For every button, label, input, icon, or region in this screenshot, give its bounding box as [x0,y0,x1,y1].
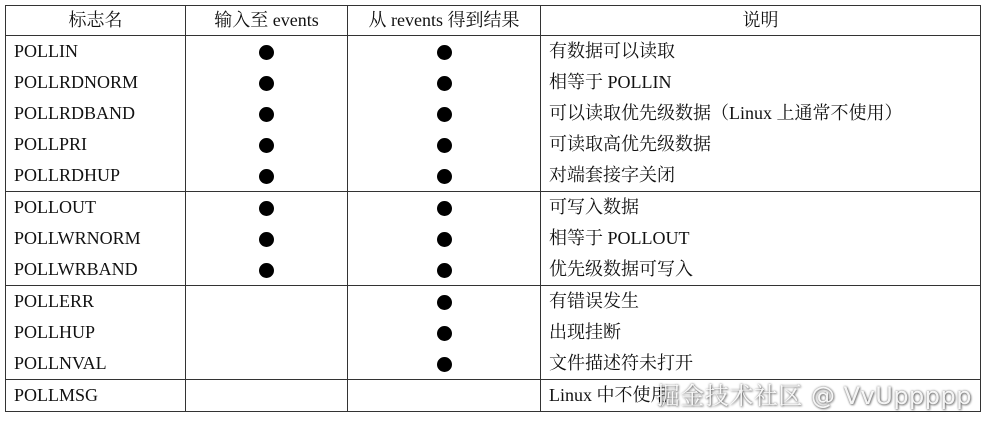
input-events-cell [186,98,348,129]
from-revents-cell [348,160,541,192]
input-events-cell [186,223,348,254]
from-revents-cell [348,223,541,254]
input-events-cell [186,286,348,318]
description-cell: 可写入数据 [541,192,981,224]
header-flag-name: 标志名 [6,6,186,36]
table-header [6,6,981,36]
table-row [6,192,981,224]
description-cell: 优先级数据可写入 [541,254,981,286]
filled-circle-icon [437,138,452,153]
filled-circle-icon [259,232,274,247]
flag-name-cell: POLLNVAL [6,348,186,380]
from-revents-cell [348,317,541,348]
from-revents-cell [348,192,541,224]
flag-name-cell: POLLRDBAND [6,98,186,129]
table-row [6,36,981,68]
filled-circle-icon [437,357,452,372]
table-row [6,98,981,129]
filled-circle-icon [259,45,274,60]
filled-circle-icon [437,263,452,278]
input-events-cell [186,67,348,98]
description-cell: 可以读取优先级数据（Linux 上通常不使用） [541,98,981,129]
filled-circle-icon [437,169,452,184]
table-row [6,129,981,160]
input-events-cell [186,129,348,160]
table-row [6,223,981,254]
from-revents-cell [348,286,541,318]
from-revents-cell [348,36,541,68]
from-revents-cell [348,129,541,160]
description-cell: 相等于 POLLIN [541,67,981,98]
description-cell: 可读取高优先级数据 [541,129,981,160]
filled-circle-icon [259,107,274,122]
flag-name-cell: POLLRDNORM [6,67,186,98]
description-cell: 有错误发生 [541,286,981,318]
filled-circle-icon [259,138,274,153]
input-events-cell [186,160,348,192]
input-events-cell [186,380,348,412]
table-row [6,254,981,286]
flag-name-cell: POLLPRI [6,129,186,160]
from-revents-cell [348,380,541,412]
table-row [6,160,981,192]
header-from-revents: 从 revents 得到结果 [348,6,541,36]
filled-circle-icon [437,45,452,60]
filled-circle-icon [437,326,452,341]
filled-circle-icon [437,232,452,247]
table-body [6,36,981,412]
header-description: 说明 [541,6,981,36]
from-revents-cell [348,98,541,129]
description-cell: Linux 中不使用 [541,380,981,412]
input-events-cell [186,254,348,286]
filled-circle-icon [437,76,452,91]
filled-circle-icon [259,169,274,184]
input-events-cell [186,317,348,348]
filled-circle-icon [259,263,274,278]
description-cell: 相等于 POLLOUT [541,223,981,254]
poll-flags-table [5,5,981,412]
flag-name-cell: POLLOUT [6,192,186,224]
filled-circle-icon [259,201,274,216]
from-revents-cell [348,67,541,98]
table-row [6,67,981,98]
flag-name-cell: POLLMSG [6,380,186,412]
filled-circle-icon [437,107,452,122]
filled-circle-icon [437,295,452,310]
flag-name-cell: POLLWRNORM [6,223,186,254]
table-row [6,286,981,318]
description-cell: 对端套接字关闭 [541,160,981,192]
watermark: 掘金技术社区 @ VvUppppp [655,382,972,410]
header-input-events: 输入至 events [186,6,348,36]
table-row [6,348,981,380]
filled-circle-icon [259,76,274,91]
input-events-cell [186,348,348,380]
input-events-cell [186,36,348,68]
description-cell: 出现挂断 [541,317,981,348]
flag-name-cell: POLLHUP [6,317,186,348]
from-revents-cell [348,348,541,380]
flag-name-cell: POLLIN [6,36,186,68]
filled-circle-icon [437,201,452,216]
header-row [6,6,981,36]
flag-name-cell: POLLERR [6,286,186,318]
flag-name-cell: POLLRDHUP [6,160,186,192]
input-events-cell [186,192,348,224]
description-cell: 有数据可以读取 [541,36,981,68]
from-revents-cell [348,254,541,286]
table-row [6,317,981,348]
flag-name-cell: POLLWRBAND [6,254,186,286]
description-cell: 文件描述符未打开 [541,348,981,380]
